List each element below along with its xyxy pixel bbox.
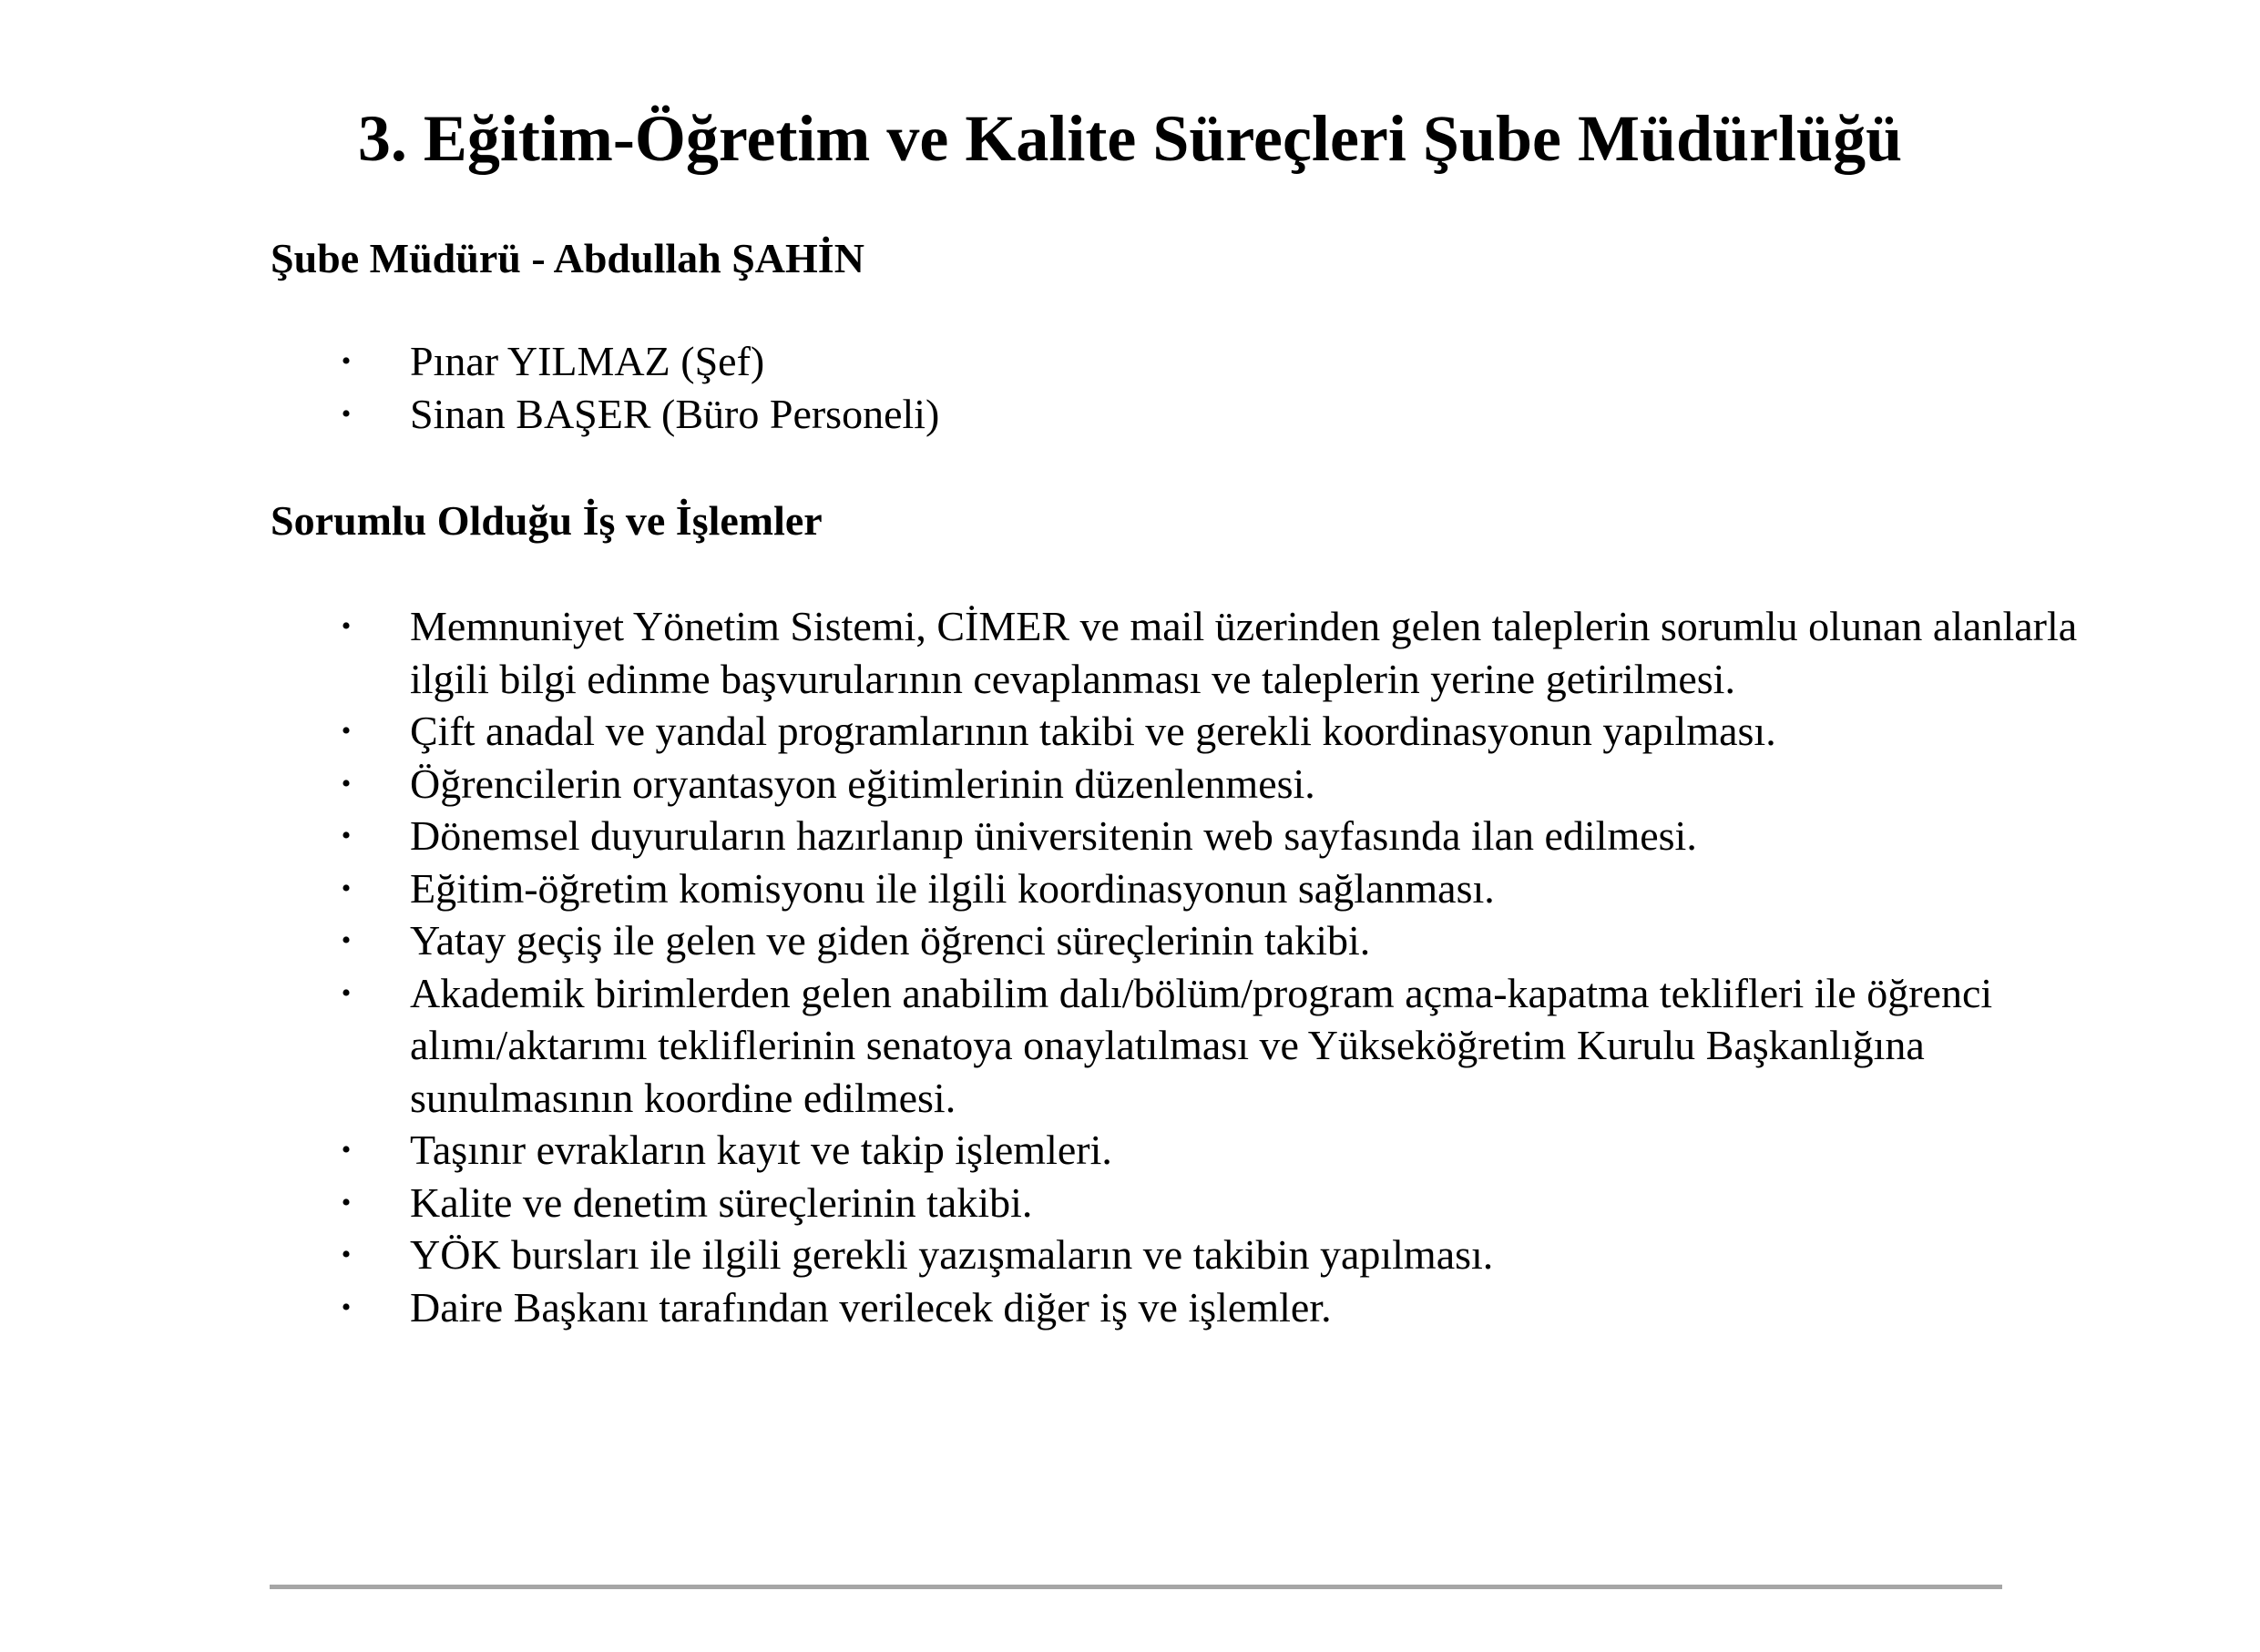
list-item bbox=[337, 1281, 2114, 1334]
bullet-icon: • bbox=[341, 716, 352, 746]
duty-text: Eğitim-öğretim komisyonu ile ilgili koordinasyonun sağlanması. bbox=[410, 864, 1495, 912]
list-item bbox=[337, 600, 2114, 705]
list-item bbox=[337, 335, 2114, 388]
bullet-icon: • bbox=[341, 1187, 352, 1218]
duty-text: Akademik birimlerden gelen anabilim dalı/bölüm/program açma-kapatma teklifleri ile öğrenci alımı/aktarımı tekliflerinin senatoya onaylatılması ve Yükseköğretim Kurulu Başkanlığına sunulmasının koordine edilmesi. bbox=[410, 969, 1993, 1121]
page-title: 3. Eğitim-Öğretim ve Kalite Süreçleri Şube Müdürlüğü bbox=[357, 102, 1903, 175]
duty-text: Kalite ve denetim süreçlerinin takibi. bbox=[410, 1178, 1033, 1226]
duties-list bbox=[337, 600, 2114, 1333]
list-item bbox=[337, 1229, 2114, 1281]
bullet-icon: • bbox=[341, 398, 352, 429]
staff-member: Pınar YILMAZ (Şef) bbox=[410, 338, 765, 384]
duty-text: Memnuniyet Yönetim Sistemi, CİMER ve mail üzerinden gelen taleplerin sorumlu olunan alanlarla ilgili bilgi edinme başvurularının cevaplanması ve taleplerin yerine getirilmesi. bbox=[410, 603, 2078, 702]
duty-text: Öğrencilerin oryantasyon eğitimlerinin düzenlenmesi. bbox=[410, 760, 1315, 807]
duty-text: Çift anadal ve yandal programlarının takibi ve gerekli koordinasyonun yapılması. bbox=[410, 708, 1776, 754]
list-item bbox=[337, 914, 2114, 967]
bullet-icon: • bbox=[341, 821, 352, 851]
bullet-icon: • bbox=[341, 346, 352, 376]
bullet-icon: • bbox=[341, 872, 352, 903]
list-item bbox=[337, 1177, 2114, 1229]
bullet-icon: • bbox=[341, 611, 352, 641]
duty-text: Dönemsel duyuruların hazırlanıp üniversitenin web sayfasında ilan edilmesi. bbox=[410, 812, 1697, 859]
footer-rule bbox=[270, 1585, 2002, 1589]
bullet-icon: • bbox=[341, 925, 352, 955]
duty-text: YÖK bursları ile ilgili gerekli yazışmaların ve takibin yapılması. bbox=[410, 1231, 1494, 1278]
list-item bbox=[337, 862, 2114, 915]
list-item bbox=[337, 388, 2114, 441]
duty-text: Taşınır evrakların kayıt ve takip işlemleri. bbox=[410, 1127, 1112, 1173]
list-item bbox=[337, 810, 2114, 862]
duties-heading: Sorumlu Olduğu İş ve İşlemler bbox=[271, 497, 823, 544]
bullet-icon: • bbox=[341, 977, 352, 1008]
bullet-icon: • bbox=[341, 1239, 352, 1270]
list-item bbox=[337, 705, 2114, 758]
duty-text: Yatay geçiş ile gelen ve giden öğrenci süreçlerinin takibi. bbox=[410, 917, 1371, 964]
list-item bbox=[337, 967, 2114, 1125]
list-item bbox=[337, 1124, 2114, 1177]
duty-text: Daire Başkanı tarafından verilecek diğer iş ve işlemler. bbox=[410, 1283, 1332, 1331]
bullet-icon: • bbox=[341, 768, 352, 799]
staff-list bbox=[337, 335, 2114, 440]
staff-member: Sinan BAŞER (Büro Personeli) bbox=[410, 390, 940, 437]
bullet-icon: • bbox=[341, 1291, 352, 1322]
bullet-icon: • bbox=[341, 1135, 352, 1165]
manager-heading: Şube Müdürü - Abdullah ŞAHİN bbox=[271, 235, 864, 281]
list-item bbox=[337, 758, 2114, 811]
